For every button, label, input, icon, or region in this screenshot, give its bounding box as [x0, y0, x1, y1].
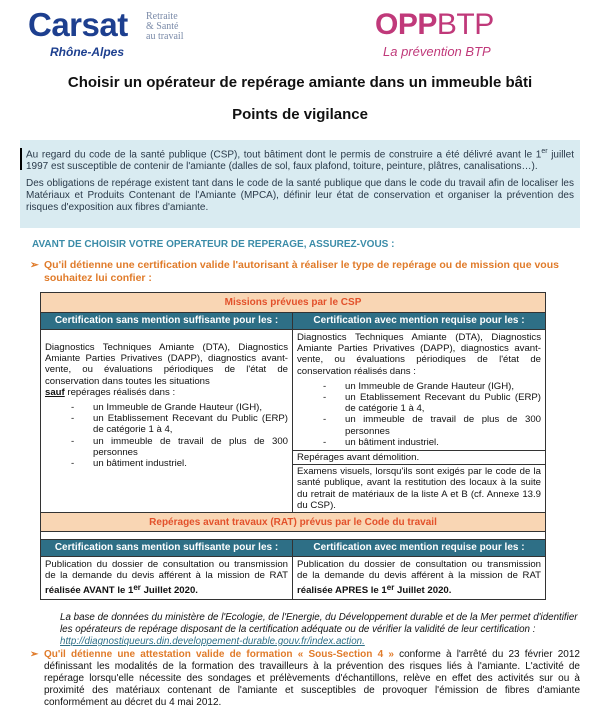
carsat-tag-line: au travail: [146, 31, 184, 42]
intro-paragraph-2: Des obligations de repérage existent tant dans le code de la santé publique que dans le code du travail afin de localiser les Matériaux et Produits Contenant de l'Amiante (MPCA), définir leur état de conservation et organiser la prévention des risques d'exposition aux fibres d'amiante.: [26, 178, 574, 214]
question-2-highlight: Qu'il détienne une attestation valide de formation « Sous-Section 4 »: [44, 649, 394, 660]
rat-right-text: [297, 559, 541, 597]
btp-part: BTP: [436, 8, 494, 41]
csp-right-cell: [293, 330, 545, 512]
certification-table: [40, 292, 546, 600]
database-note-text: La base de données du ministère de l'Ecologie, de l'Energie, du Développement durable et de la Mer permet d'identifier les opérateurs de repérage disposant de la certification adéquate ou de vérifier la validité de leur certification :: [60, 612, 578, 635]
csp-right-list: [297, 381, 541, 448]
intro-p1-text-end: juillet 1997 est susceptible de contenir de l'amiante (dalles de sol, faux plafond, toiture, peinture, plâtres, canalisations…).: [26, 149, 574, 173]
rat-left-b: réalisée AVANT le 1: [45, 585, 134, 597]
list-item: - un Etablissement Recevant du Public (ERP) de catégorie 1 à 4,: [297, 392, 541, 414]
csp-right-exam-text: Examens visuels, lorsqu'ils sont exigés par le code de la santé publique, avant la restitution des locaux à la suite du retrait de matériaux de la liste A et B (cf. Annexe 13.9 du CSP).: [297, 466, 541, 511]
question-2-body: conforme à l'arrêté du 23 février 2012 définissant les modalités de la formation des travailleurs à la prévention des risques liés à l'amiante. L'activité de repérage lorsqu'elle nécessite des sondages et prélèvements d'échantillons, relève en effet des activités sur ou à proximité des matériaux contenant de l'amiante et susceptibles de provoquer l'émission de fibres d'amiante conformément au décret du 4 mai 2012.: [44, 649, 580, 708]
rat-left-sup: er: [133, 582, 141, 592]
diagnostiqueurs-link[interactable]: http://diagnostiqueurs.din.developpement-durable.gouv.fr/index.action.: [60, 636, 365, 647]
carsat-logo-tagline: [146, 12, 183, 42]
carsat-logo: [28, 6, 228, 64]
rat-right-a: Publication du dossier de consultation ou transmission de la demande du devis afférent à la mission de RAT: [297, 559, 541, 582]
list-item: - un Immeuble de Grande Hauteur (IGH),: [297, 381, 541, 392]
carsat-tag-line: & Santé: [146, 21, 179, 32]
question-1: [30, 259, 575, 285]
rat-left-cell: [41, 557, 293, 599]
opp-part: OPP: [375, 8, 437, 41]
list-item: - un Immeuble de Grande Hauteur (IGH),: [45, 402, 288, 413]
rat-right-b: réalisée APRES le 1: [297, 585, 387, 597]
csp-right-main: [293, 330, 545, 450]
carsat-logo-region: Rhône-Alpes: [50, 45, 125, 59]
rat-left-c: Juillet 2020.: [140, 585, 198, 597]
rat-right-sup: er: [386, 582, 395, 592]
list-item: - un bâtiment industriel.: [297, 437, 541, 448]
question-2: [30, 649, 580, 709]
page-title: Choisir un opérateur de repérage amiante dans un immeuble bâti: [67, 74, 533, 91]
rat-spacer: [41, 532, 545, 540]
oppbtp-logo: [375, 8, 555, 63]
database-note: [60, 612, 580, 648]
rat-left-a: Publication du dossier de consultation ou transmission de la demande du devis afférent à la mission de RAT: [45, 559, 288, 582]
section-heading: AVANT DE CHOISIR VOTRE OPERATEUR DE REPERAGE, ASSUREZ-VOUS :: [32, 239, 395, 250]
rat-body-row: [41, 557, 545, 599]
page-subtitle: Points de vigilance: [232, 106, 368, 123]
rat-head-left: Certification sans mention suffisante pour les :: [41, 540, 293, 556]
header: [0, 0, 600, 70]
list-item: - un Etablissement Recevant du Public (ERP) de catégorie 1 à 4,: [45, 413, 288, 435]
question-2-text: [30, 649, 580, 709]
csp-left-intro: [45, 342, 288, 398]
csp-left-sauf: sauf: [45, 386, 65, 398]
oppbtp-logo-subtitle: La prévention BTP: [383, 44, 491, 59]
rat-title: Repérages avant travaux (RAT) prévus par le Code du travail: [41, 512, 545, 532]
csp-head-right: Certification avec mention requise pour les :: [293, 313, 545, 329]
question-1-text: Qu'il détienne une certification valide l'autorisant à réaliser le type de repérage ou de mission que vous souhaitez lui confier :: [44, 259, 559, 284]
rat-right-cell: [293, 557, 545, 599]
arrow-bullet-icon: ➢: [30, 259, 39, 271]
intro-p1-text: Au regard du code de la santé publique (CSP), tout bâtiment dont le permis de construire a été délivré avant le 1: [26, 149, 542, 161]
csp-left-intro-end: repérages réalisés dans :: [64, 386, 176, 398]
csp-left-list: [45, 402, 288, 469]
rat-column-headers: [41, 540, 545, 557]
rat-head-right: Certification avec mention requise pour les :: [293, 540, 545, 556]
oppbtp-logo-name: [375, 8, 494, 42]
rat-left-text: [45, 559, 288, 597]
csp-left-intro-text: Diagnostics Techniques Amiante (DTA), Diagnostics Amiante Parties Privatives (DAPP), diagnostics avant-vente, ou évaluations périodiques de l'état de conservation dans toutes les situations: [45, 342, 288, 387]
csp-body-row: [41, 330, 545, 512]
csp-left-cell: [41, 330, 293, 512]
csp-right-exam: [293, 464, 545, 512]
csp-right-intro: Diagnostics Techniques Amiante (DTA), Diagnostics Amiante Parties Privatives (DAPP), diagnostics avant-vente, ou évaluations périodiques de l'état de conservation réalisés dans :: [297, 332, 541, 377]
intro-p1-sup: er: [541, 148, 548, 155]
arrow-bullet-icon: ➢: [30, 649, 39, 660]
list-item: - un bâtiment industriel.: [45, 458, 288, 469]
list-item: - un immeuble de travail de plus de 300 personnes: [45, 436, 288, 458]
carsat-logo-name: Carsat: [28, 6, 128, 43]
csp-head-left: Certification sans mention suffisante pour les :: [41, 313, 293, 329]
rat-right-c: Juillet 2020.: [394, 585, 452, 597]
intro-paragraph-1: [26, 146, 574, 173]
csp-missions-title: Missions prévues par le CSP: [41, 293, 545, 313]
csp-right-demolition: Repérages avant démolition.: [293, 450, 545, 464]
intro-box: [20, 140, 580, 228]
csp-column-headers: [41, 313, 545, 330]
carsat-tag-line: Retraite: [146, 11, 178, 22]
list-item: - un immeuble de travail de plus de 300 personnes: [297, 414, 541, 436]
